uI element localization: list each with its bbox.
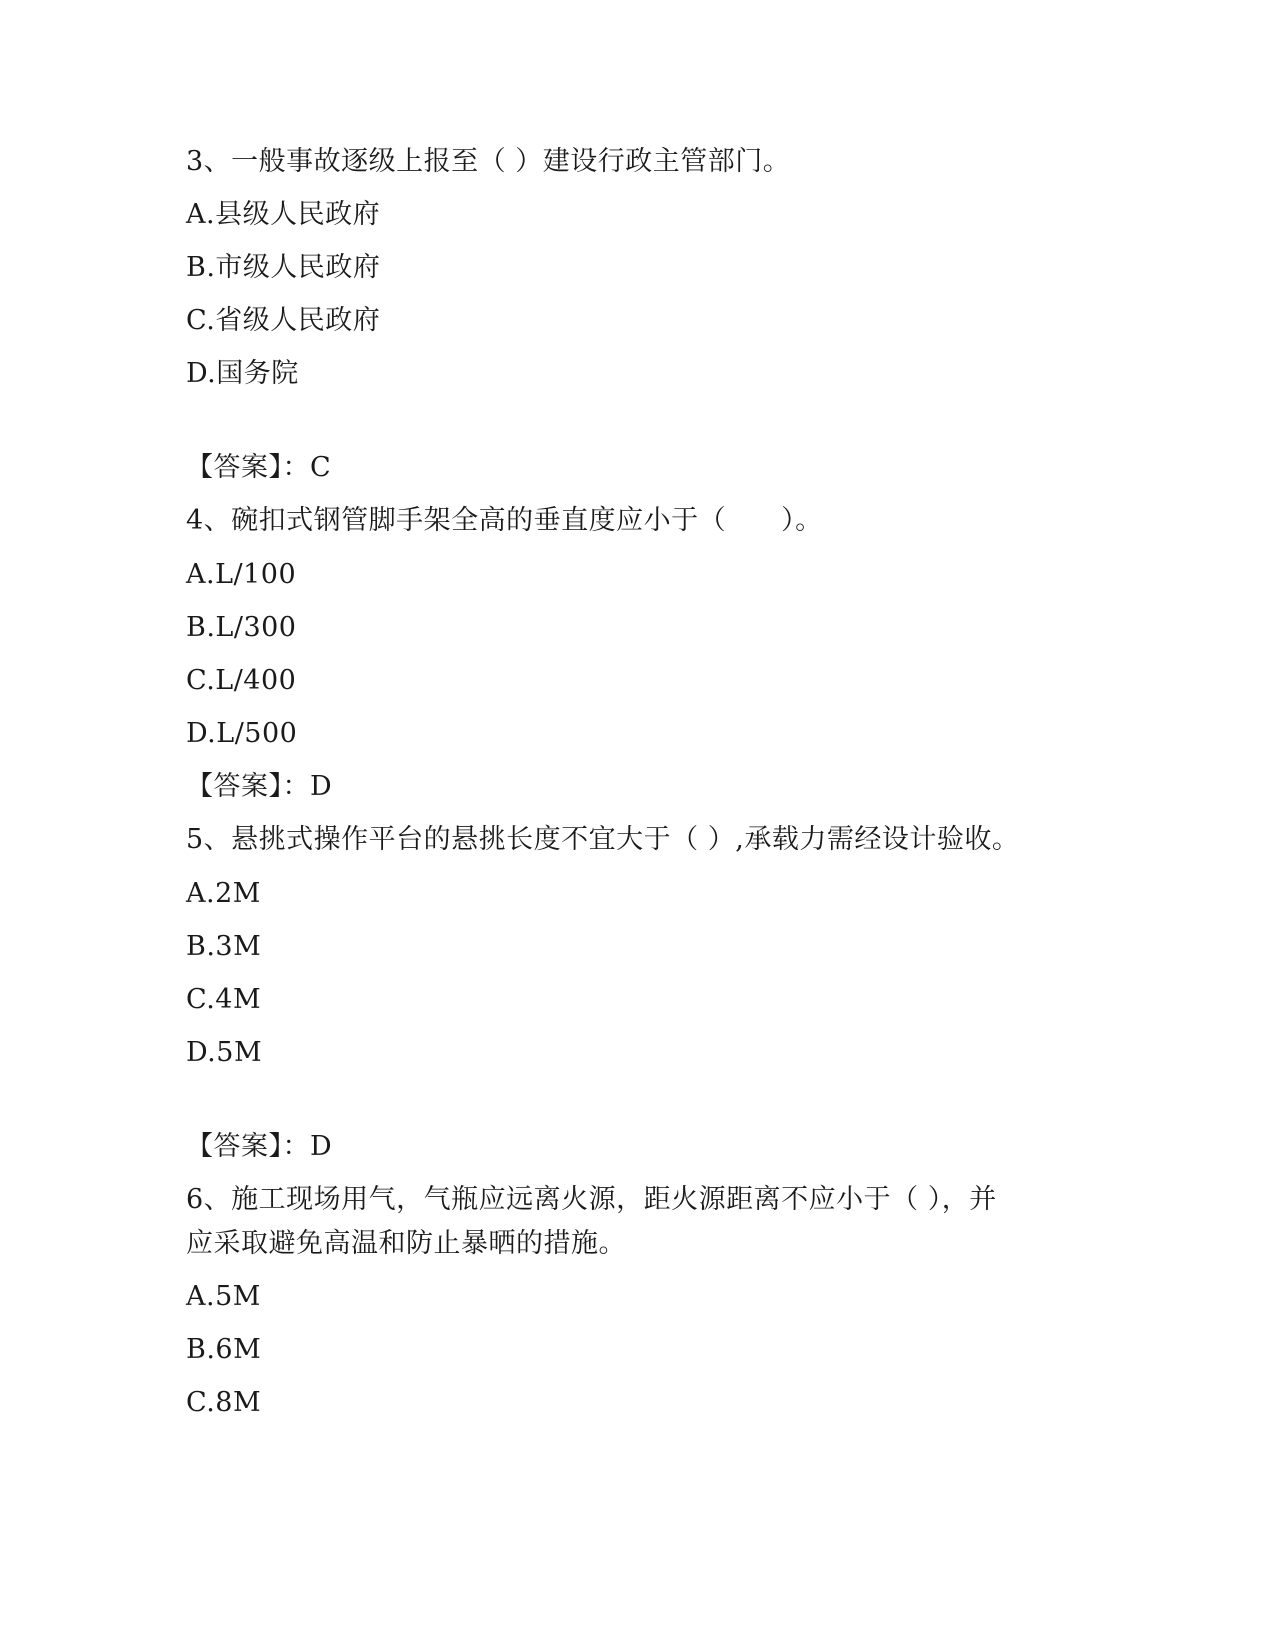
question-3-answer: 【答案】：C (186, 452, 332, 483)
question-3-option-a: A.县级人民政府 (186, 199, 381, 230)
question-3-option-c: C.省级人民政府 (186, 305, 381, 336)
question-5-option-a: A.2M (186, 878, 261, 909)
question-6-stem-line-1: 6、施工现场用气，气瓶应远离火源，距火源距离不应小于（ ），并 (186, 1184, 997, 1215)
question-5-answer: 【答案】：D (186, 1131, 333, 1162)
question-4-answer: 【答案】：D (186, 771, 333, 802)
question-4-option-c: C.L/400 (186, 665, 297, 696)
question-6-option-b: B.6M (186, 1334, 262, 1365)
question-6-option-c: C.8M (186, 1387, 262, 1418)
question-4-option-a: A.L/100 (186, 559, 297, 590)
question-5-stem: 5、悬挑式操作平台的悬挑长度不宜大于（ ）,承载力需经设计验收。 (186, 824, 1020, 855)
question-6-option-a: A.5M (186, 1281, 261, 1312)
question-4-option-d: D.L/500 (186, 718, 298, 749)
question-4-stem: 4、碗扣式钢管脚手架全高的垂直度应小于（ ）。 (186, 505, 823, 536)
question-6-stem-line-2: 应采取避免高温和防止暴晒的措施。 (186, 1228, 626, 1259)
question-4-option-b: B.L/300 (186, 612, 297, 643)
question-5-option-b: B.3M (186, 931, 262, 962)
question-5-option-c: C.4M (186, 984, 262, 1015)
question-3-option-d: D.国务院 (186, 358, 299, 389)
question-3-option-b: B.市级人民政府 (186, 252, 381, 283)
question-5-option-d: D.5M (186, 1037, 263, 1068)
question-3-stem: 3、一般事故逐级上报至（ ）建设行政主管部门。 (186, 146, 791, 177)
